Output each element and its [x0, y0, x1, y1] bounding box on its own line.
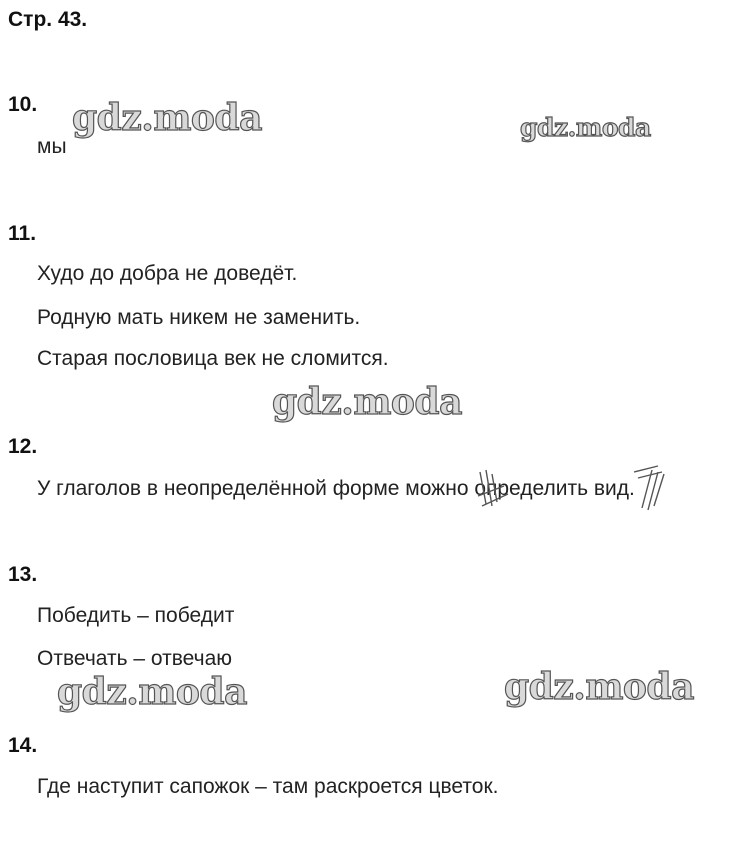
task-10-answer-line-1: мы — [37, 135, 67, 158]
task-13-answer-line-1: Победить – победит — [37, 604, 235, 627]
task-11-answer-line-3: Старая пословица век не сломится. — [37, 347, 389, 370]
scribble-mark — [474, 466, 514, 514]
task-12-answer-line-1: У глаголов в неопределённой форме можно определить вид. — [37, 477, 635, 500]
page-heading: Стр. 43. — [8, 8, 88, 31]
task-number-10: 10. — [8, 93, 38, 116]
scribble-mark — [628, 462, 672, 512]
watermark: gdz.moda — [57, 671, 247, 713]
task-13-answer-line-2: Отвечать – отвечаю — [37, 647, 233, 670]
task-11-answer-line-1: Худо до добра не доведёт. — [37, 262, 298, 285]
task-number-11: 11. — [8, 222, 37, 245]
task-number-13: 13. — [8, 563, 38, 586]
task-11-answer-line-2: Родную мать никем не заменить. — [37, 306, 361, 329]
task-14-answer-line-1: Где наступит сапожок – там раскроется цветок. — [37, 775, 499, 798]
task-number-14: 14. — [8, 734, 38, 757]
watermark: gdz.moda — [272, 381, 462, 423]
task-number-12: 12. — [8, 435, 38, 458]
watermark: gdz.moda — [520, 113, 651, 142]
watermark: gdz.moda — [504, 666, 694, 708]
watermark: gdz.moda — [72, 97, 262, 139]
